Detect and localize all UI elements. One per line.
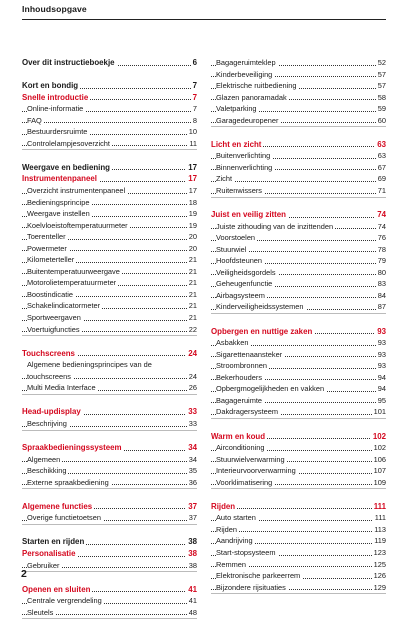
toc-entry-page: 21 <box>188 301 197 311</box>
toc-entry-label: Koelvloeistoftemperatuurmeter <box>27 220 128 230</box>
toc-item-row[interactable] <box>211 349 386 361</box>
toc-entry-page: 74 <box>377 210 386 220</box>
toc-item-row[interactable] <box>22 138 197 151</box>
toc-entry-page: 18 <box>188 197 197 207</box>
toc-spacer <box>22 572 197 584</box>
toc-entry-label: Weergave en bediening <box>22 162 110 172</box>
toc-item-row[interactable] <box>22 371 197 383</box>
toc-entry-page: 106 <box>373 454 386 464</box>
toc-entry-label: Schakelindicatormeter <box>27 301 101 311</box>
toc-entry-page: 93 <box>377 349 386 359</box>
toc-entry-page: 24 <box>188 348 197 358</box>
toc-entry-page: 35 <box>188 466 197 476</box>
toc-entry-label: Starten en rijden <box>22 537 85 547</box>
toc-entry-page: 79 <box>377 256 386 266</box>
toc-entry-label: Auto starten <box>216 513 256 523</box>
toc-entry-page: 19 <box>188 209 197 219</box>
toc-entry-page: 111 <box>373 501 386 511</box>
toc-item-row[interactable] <box>211 524 386 536</box>
toc-entry-label: Buitentemperatuurweergave <box>27 266 120 276</box>
toc-entry-page: 93 <box>377 361 386 371</box>
toc-entry-page: 107 <box>373 466 386 476</box>
toc-item-row[interactable] <box>211 559 386 571</box>
toc-item-row[interactable] <box>22 243 197 255</box>
toc-item-row[interactable] <box>22 231 197 243</box>
toc-entry-label: Start-stopsysteem <box>216 547 276 557</box>
toc-entry-page: 21 <box>188 289 197 299</box>
toc-entry-label: Elektrische ruitbediening <box>216 81 297 91</box>
toc-entry-label: Hoofdsteunen <box>216 256 263 266</box>
toc-entry-label: touchscreens <box>27 371 71 381</box>
toc-entry-page: 37 <box>188 501 197 511</box>
toc-entry-label: Powermeter <box>27 243 67 253</box>
toc-section-row[interactable] <box>22 348 197 360</box>
toc-entry-page: 58 <box>377 92 386 102</box>
toc-entry-label: Bijzondere rijsituaties <box>216 582 286 592</box>
toc-entry-label: Centrale vergrendeling <box>27 596 102 606</box>
toc-item-row[interactable] <box>22 266 197 278</box>
toc-entry-label: Online-informatie <box>27 104 84 114</box>
toc-entry-label: Zicht <box>216 174 233 184</box>
toc-chapter-row[interactable] <box>22 57 197 69</box>
toc-entry-label: Garagedeuropener <box>216 115 279 125</box>
toc-entry-label: Opbergen en nuttige zaken <box>211 326 313 336</box>
toc-entry-label: Weergave instellen <box>27 209 90 219</box>
toc-entry-page: 11 <box>189 138 197 148</box>
toc-item-row[interactable] <box>22 277 197 289</box>
toc-entry-page: 93 <box>377 338 386 348</box>
toc-item-row[interactable] <box>22 359 197 371</box>
toc-entry-page: 57 <box>377 69 386 79</box>
toc-entry-label: Stuurwielverwarming <box>216 454 285 464</box>
toc-entry-label: Buitenverlichting <box>216 151 271 161</box>
toc-leader-dots <box>211 181 386 182</box>
toc-item-row[interactable] <box>211 221 386 233</box>
toc-entry-page: 126 <box>373 571 386 581</box>
toc-entry-page: 33 <box>188 418 197 428</box>
toc-section-row[interactable] <box>22 173 197 185</box>
toc-entry-label: Veiligheidsgordels <box>216 267 276 277</box>
toc-entry-page: 19 <box>188 220 197 230</box>
toc-spacer <box>22 489 197 501</box>
toc-item-row[interactable] <box>22 607 197 619</box>
toc-item-row[interactable] <box>211 395 386 407</box>
toc-item-row[interactable] <box>211 442 386 454</box>
toc-entry-page: 21 <box>188 266 197 276</box>
toc-entry-label: Bekerhouders <box>216 372 263 382</box>
toc-entry-label: Algemeen <box>27 454 61 464</box>
toc-entry-label: Sleutels <box>27 607 54 617</box>
toc-leader-dots <box>211 508 386 509</box>
toc-entry-page: 52 <box>377 58 386 67</box>
toc-spacer <box>211 198 386 210</box>
toc-item-row[interactable] <box>211 232 386 244</box>
toc-section-row[interactable] <box>211 501 386 513</box>
toc-entry-page: 59 <box>377 104 386 114</box>
toc-entry-page: 63 <box>377 151 386 161</box>
toc-item-row[interactable] <box>22 103 197 115</box>
toc-item-row[interactable] <box>211 255 386 267</box>
toc-entry-label: Kilometerteller <box>27 255 75 265</box>
toc-entry-label: Juiste zithouding van de inzittenden <box>216 221 334 231</box>
toc-spacer <box>211 489 386 501</box>
toc-entry-page: 80 <box>377 267 386 277</box>
toc-entry-page: 7 <box>192 92 197 102</box>
toc-entry-label: Binnenverlichting <box>216 162 273 172</box>
toc-item-row[interactable] <box>211 582 386 595</box>
toc-spacer <box>22 150 197 162</box>
toc-entry-label: Instrumentenpaneel <box>22 174 97 184</box>
toc-entry-page: 6 <box>192 58 197 67</box>
toc-entry-page: 38 <box>188 537 197 547</box>
toc-entry-label: Over dit instructieboekje <box>22 58 115 67</box>
toc-entry-page: 63 <box>377 139 386 149</box>
toc-entry-label: Airconditioning <box>216 443 265 453</box>
toc-item-row[interactable] <box>22 595 197 607</box>
toc-entry-label: Controlelampjesoverzicht <box>27 138 110 148</box>
header-rule <box>22 19 386 20</box>
toc-entry-page: 7 <box>192 104 197 114</box>
toc-item-row[interactable] <box>22 254 197 266</box>
toc-section-row[interactable] <box>211 326 386 338</box>
toc-entry-label: Algemene bedieningsprincipes van de <box>27 360 152 370</box>
toc-item-row[interactable] <box>22 312 197 324</box>
toc-entry-page: 113 <box>374 524 386 534</box>
toc-entry-page: 36 <box>188 477 197 487</box>
toc-section-row[interactable] <box>22 501 197 513</box>
toc-entry-page: 57 <box>377 81 386 91</box>
toc-item-row[interactable] <box>22 477 197 490</box>
toc-item-row[interactable] <box>211 150 386 162</box>
toc-entry-label: Asbakken <box>216 338 249 348</box>
toc-item-row[interactable] <box>22 454 197 466</box>
toc-entry-label: Geheugenfunctie <box>216 279 273 289</box>
toc-entry-label: Stuurwiel <box>216 244 247 254</box>
toc-item-row[interactable] <box>22 300 197 312</box>
toc-entry-page: 21 <box>188 278 197 288</box>
toc-item-row[interactable] <box>22 185 197 197</box>
toc-entry-label: Touchscreens <box>22 348 75 358</box>
toc-entry-label: Overige functietoetsen <box>27 513 101 523</box>
toc-item-row[interactable] <box>22 126 197 138</box>
toc-item-row[interactable] <box>211 57 386 69</box>
toc-entry-label: Snelle introductie <box>22 92 89 102</box>
toc-entry-label: Remmen <box>216 559 246 569</box>
toc-entry-label: Overzicht instrumentenpaneel <box>27 186 126 196</box>
toc-entry-page: 34 <box>188 443 197 453</box>
toc-item-row[interactable] <box>211 69 386 81</box>
toc-spacer <box>22 336 197 348</box>
toc-item-row[interactable] <box>211 465 386 477</box>
toc-entry-page: 76 <box>377 233 386 243</box>
toc-item-row[interactable] <box>211 406 386 419</box>
toc-item-row[interactable] <box>211 80 386 92</box>
toc-entry-page: 101 <box>373 407 386 417</box>
toc-entry-label: FAQ <box>27 115 42 125</box>
toc-spacer <box>211 314 386 326</box>
toc-item-row[interactable] <box>211 162 386 174</box>
toc-entry-page: 38 <box>188 548 197 558</box>
toc-entry-label: Warm en koud <box>211 431 266 441</box>
toc-section-row[interactable] <box>22 406 197 418</box>
toc-entry-page: 8 <box>192 115 197 125</box>
toc-entry-label: Juist en veilig zitten <box>211 210 286 220</box>
toc-entry-page: 102 <box>372 431 386 441</box>
toc-entry-page: 94 <box>377 372 386 382</box>
toc-spacer <box>22 431 197 443</box>
toc-entry-label: Stroombronnen <box>216 361 267 371</box>
toc-entry-label: Boostindicatie <box>27 289 74 299</box>
toc-entry-page: 129 <box>373 582 386 592</box>
toc-entry-label: Sportweergaven <box>27 313 81 323</box>
toc-section-row[interactable] <box>22 442 197 454</box>
toc-entry-page: 33 <box>188 407 197 417</box>
toc-section-row[interactable] <box>22 548 197 560</box>
toc-entry-label: Sigarettenaansteker <box>216 349 283 359</box>
toc-item-row[interactable] <box>22 115 197 127</box>
toc-entry-page: 102 <box>373 443 386 453</box>
toc-entry-page: 38 <box>188 560 197 570</box>
toc-entry-label: Opbergmogelijkheden en vakken <box>216 384 325 394</box>
toc-item-row[interactable] <box>22 208 197 220</box>
toc-entry-page: 17 <box>188 174 197 184</box>
toc-entry-label: Glazen panoramadak <box>216 92 287 102</box>
toc-item-row[interactable] <box>211 103 386 115</box>
toc-entry-page: 69 <box>377 174 386 184</box>
toc-entry-label: Voertuigfuncties <box>27 324 80 334</box>
toc-entry-page: 74 <box>377 221 386 231</box>
toc-entry-page: 48 <box>188 607 197 617</box>
toc-item-row[interactable] <box>211 454 386 466</box>
toc-item-row[interactable] <box>22 560 197 573</box>
toc-item-row[interactable] <box>211 512 386 524</box>
toc-entry-page: 67 <box>377 162 386 172</box>
toc-entry-page: 37 <box>188 513 197 523</box>
toc-item-row[interactable] <box>22 465 197 477</box>
toc-entry-page: 78 <box>377 244 386 254</box>
toc-spacer <box>22 69 197 81</box>
toc-entry-page: 41 <box>188 584 197 594</box>
toc-item-row[interactable] <box>211 244 386 256</box>
toc-entry-label: Beschikking <box>27 466 67 476</box>
toc-item-row[interactable] <box>211 290 386 302</box>
toc-entry-label: Openen en sluiten <box>22 584 91 594</box>
page-header <box>0 0 416 22</box>
toc-section-row[interactable] <box>22 92 197 104</box>
toc-section-row[interactable] <box>211 209 386 221</box>
toc-item-row[interactable] <box>211 383 386 395</box>
toc-item-row[interactable] <box>211 337 386 349</box>
toc-entry-label: Ruitenwissers <box>216 186 263 196</box>
toc-entry-page: 93 <box>377 326 386 336</box>
toc-entry-label: Kinderveiligheidssystemen <box>216 302 304 312</box>
toc-entry-page: 60 <box>377 115 386 125</box>
toc-chapter-row[interactable] <box>22 162 197 174</box>
toc-item-row[interactable] <box>211 360 386 372</box>
toc-entry-label: Bagageruimte <box>216 395 263 405</box>
toc-spacer <box>22 395 197 407</box>
toc-item-row[interactable] <box>211 185 386 198</box>
toc-leader-dots <box>22 122 197 123</box>
toc-entry-page: 20 <box>188 243 197 253</box>
toc-entry-page: 17 <box>188 186 197 196</box>
toc-entry-label: Beschrijving <box>27 418 67 428</box>
toc-entry-label: Dakdragersysteem <box>216 407 279 417</box>
toc-item-row[interactable] <box>211 547 386 559</box>
toc-entry-page: 95 <box>377 395 386 405</box>
toc-entry-label: Voorklimatisering <box>216 477 273 487</box>
toc-spacer <box>211 127 386 139</box>
toc-left-column <box>22 57 197 619</box>
toc-entry-page: 83 <box>377 279 386 289</box>
toc-entry-label: Head-updisplay <box>22 407 81 417</box>
toc-entry-page: 22 <box>188 324 197 334</box>
toc-section-row[interactable] <box>211 139 386 151</box>
toc-item-row[interactable] <box>211 173 386 185</box>
toc-entry-label: Motorolietemperatuurmeter <box>27 278 117 288</box>
toc-entry-label: Gebruiker <box>27 560 60 570</box>
toc-entry-label: Rijden <box>216 524 237 534</box>
toc-entry-page: 21 <box>188 313 197 323</box>
toc-entry-label: Externe spraakbediening <box>27 477 109 487</box>
toc-section-row[interactable] <box>211 431 386 443</box>
toc-entry-page: 111 <box>374 513 386 523</box>
toc-entry-page: 34 <box>188 454 197 464</box>
toc-entry-page: 17 <box>188 162 197 172</box>
toc-item-row[interactable] <box>211 570 386 582</box>
toc-entry-label: Aandrijving <box>216 536 253 546</box>
toc-entry-label: Voorstoelen <box>216 233 256 243</box>
toc-item-row[interactable] <box>22 324 197 337</box>
toc-item-row[interactable] <box>22 418 197 431</box>
toc-spacer <box>211 419 386 431</box>
toc-entry-page: 71 <box>377 186 386 196</box>
page-number: 2 <box>21 568 27 580</box>
toc-item-row[interactable] <box>211 477 386 490</box>
toc-entry-label: Interieurvoorverwarming <box>216 466 296 476</box>
toc-entry-label: Licht en zicht <box>211 139 262 149</box>
toc-entry-label: Toerenteller <box>27 232 66 242</box>
toc-right-column <box>211 57 386 594</box>
toc-entry-label: Kort en bondig <box>22 81 79 91</box>
toc-entry-label: Airbagsysteem <box>216 290 265 300</box>
toc-entry-label: Bagageruimteklep <box>216 58 276 67</box>
toc-item-row[interactable] <box>211 301 386 314</box>
toc-entry-label: Algemene functies <box>22 501 93 511</box>
toc-entry-page: 7 <box>192 81 197 91</box>
toc-entry-page: 84 <box>377 290 386 300</box>
toc-item-row[interactable] <box>22 512 197 525</box>
toc-entry-page: 26 <box>188 383 197 393</box>
toc-entry-label: Spraakbedieningssysteem <box>22 443 122 453</box>
toc-entry-page: 109 <box>373 477 386 487</box>
toc-item-row[interactable] <box>22 289 197 301</box>
toc-entry-page: 41 <box>188 596 197 606</box>
toc-entry-label: Kinderbeveiliging <box>216 69 273 79</box>
page-title: Inhoudsopgave <box>22 4 87 14</box>
toc-entry-label: Elektronische parkeerrem <box>216 571 301 581</box>
toc-entry-page: 20 <box>188 232 197 242</box>
toc-entry-label: Rijden <box>211 501 236 511</box>
toc-item-row[interactable] <box>211 535 386 547</box>
toc-chapter-row[interactable] <box>22 80 197 92</box>
toc-entry-page: 94 <box>377 384 386 394</box>
toc-item-row[interactable] <box>211 267 386 279</box>
toc-item-row[interactable] <box>22 382 197 395</box>
toc-entry-page: 119 <box>374 536 386 546</box>
toc-entry-label: Multi Media Interface <box>27 383 96 393</box>
toc-entry-page: 125 <box>373 559 386 569</box>
toc-entry-page: 123 <box>373 547 386 557</box>
toc-entry-label: Bestuurdersruimte <box>27 127 88 137</box>
toc-item-row[interactable] <box>211 372 386 384</box>
toc-item-row[interactable] <box>211 115 386 128</box>
toc-entry-page: 87 <box>377 302 386 312</box>
toc-item-row[interactable] <box>211 278 386 290</box>
toc-entry-label: Bedieningsprincipe <box>27 197 90 207</box>
toc-entry-page: 10 <box>188 127 197 137</box>
toc-item-row[interactable] <box>22 220 197 232</box>
toc-item-row[interactable] <box>211 92 386 104</box>
toc-entry-label: Personalisatie <box>22 548 76 558</box>
toc-item-row[interactable] <box>22 197 197 209</box>
toc-section-row[interactable] <box>22 584 197 596</box>
toc-chapter-row[interactable] <box>22 536 197 548</box>
toc-entry-page: 24 <box>188 371 197 381</box>
toc-spacer <box>22 525 197 537</box>
toc-entry-page: 21 <box>188 255 197 265</box>
toc-entry-label: Valetparking <box>216 104 257 114</box>
